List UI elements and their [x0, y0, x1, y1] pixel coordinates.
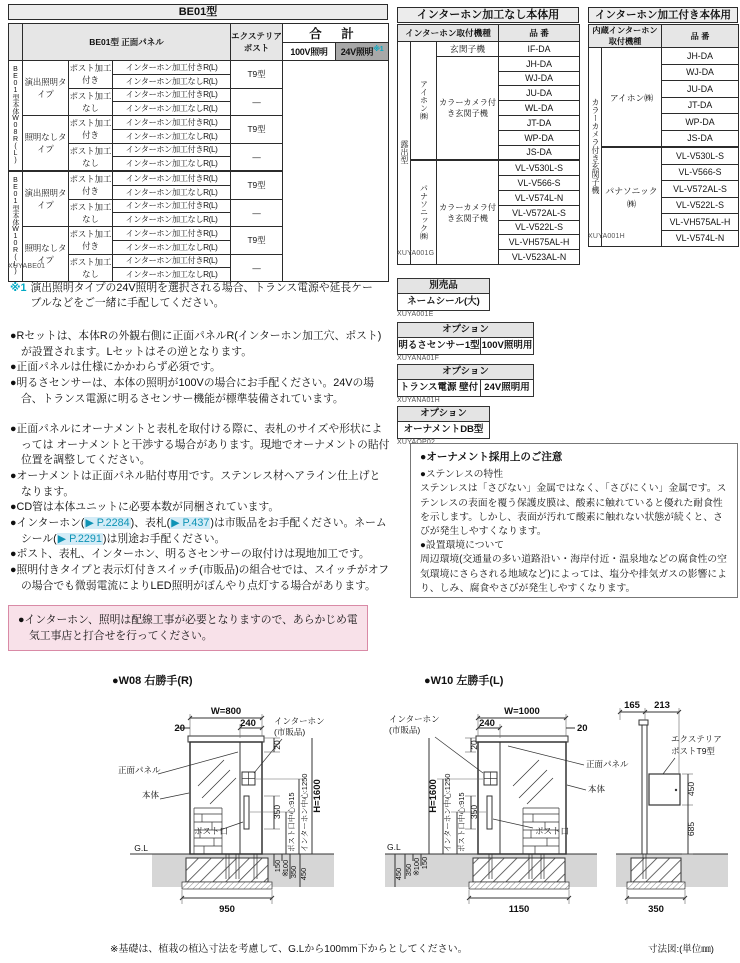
device-cell: 玄関子機 — [437, 42, 499, 57]
foundation-hatch — [186, 858, 268, 882]
dim-w1000: W=1000 — [504, 706, 540, 717]
intercom-cell: インターホン加工なしR(L) — [113, 157, 231, 171]
pn-cell: VL-V523AL-N — [499, 250, 580, 265]
intercom-cell: インターホン加工なしR(L) — [113, 102, 231, 116]
dim-100: 100 — [281, 859, 290, 873]
maker-aiphone: アイホン㈱ — [602, 48, 662, 148]
leader-body — [160, 793, 189, 799]
dim-450: 450 — [299, 867, 308, 881]
caution-title: ●オーナメント採用上のご注意 — [420, 451, 563, 463]
option-item: オーナメントDB型 — [403, 424, 484, 435]
option-item: ネームシール(大) — [407, 296, 480, 307]
type-cell: 照明なしタイプ — [23, 116, 69, 172]
ornament-caution-box — [410, 443, 738, 598]
pn-cell: WP-DA — [662, 114, 739, 131]
caution-subtitle: ●設置環境について — [420, 540, 505, 552]
side-cap — [639, 720, 648, 725]
label-intercom-market: (市販品) — [389, 725, 421, 735]
unit-cap — [476, 736, 568, 742]
pn-cell: JT-DA — [662, 97, 739, 114]
dim-line-bottom — [467, 896, 571, 900]
pn-cell: WJ-DA — [662, 64, 739, 81]
ext-post-cell: — — [231, 88, 283, 116]
col-header-total: 合 計 — [283, 24, 389, 43]
pn-cell: VL-V572AL-S — [499, 205, 580, 220]
dim-450: 450 — [394, 867, 403, 881]
option-item: トランス電源 壁付 — [399, 382, 479, 393]
note-item: ●正面パネルは仕様にかかわらず必須です。 — [10, 361, 221, 374]
pn-cell: JH-DA — [662, 48, 739, 65]
pn-cell: WJ-DA — [499, 71, 580, 86]
dim-100-mark: ※ — [412, 869, 421, 876]
type-cell: 演出照明タイプ — [23, 171, 69, 227]
label-exterior-post-2: ポストT9型 — [671, 746, 715, 756]
pn-cell: VL-V522L-S — [662, 197, 739, 214]
dim-offset-20: 20 — [577, 723, 588, 734]
pn-cell: JU-DA — [662, 81, 739, 98]
col-header-model: インターホン取付機種 — [398, 25, 499, 42]
note-item: ●Rセットは、本体Rの外観右側に正面パネルR(インターホン加工穴、ポスト)が設置されます。Lセットはその逆となります。 — [10, 330, 382, 358]
drawing-w10-title: ●W10 左勝手(L) — [424, 675, 504, 687]
maker-panasonic: パナソニック㈱ — [602, 147, 662, 247]
dim-offset-20: 20 — [174, 723, 185, 734]
ext-post-cell: — — [231, 199, 283, 227]
label-front-panel: 正面パネル — [586, 759, 629, 769]
leader-body — [567, 785, 586, 790]
dim-20v: 20 — [272, 740, 282, 750]
dim-150: 150 — [420, 856, 429, 870]
intercom-cell: インターホン加工なしR(L) — [113, 240, 231, 254]
option-title: オプション — [398, 365, 533, 380]
side-post-latch — [675, 789, 677, 791]
device-cell: カラーカメラ付き玄関子機 — [437, 56, 499, 160]
dim-intercom-center-1250: インターホン中心:1250 — [443, 773, 452, 852]
intercom-cell: インターホン加工なしR(L) — [113, 185, 231, 199]
option-use: 100V照明用 — [480, 338, 533, 354]
body-label-w08: BE01型本体W08R(L) — [9, 61, 23, 172]
ext-post-cell: T9型 — [231, 227, 283, 255]
note-text: )、表札( — [130, 517, 171, 530]
pn-cell: VL-VH575AL-H — [662, 214, 739, 231]
ext-post-cell: T9型 — [231, 171, 283, 199]
option-title: オプション — [398, 323, 533, 338]
maker-aiphone: アイホン㈱ — [411, 42, 437, 161]
intercom-with-cutout-table — [588, 24, 738, 247]
pn-cell: VL-VH575AL-H — [499, 235, 580, 250]
col-header-model: 内蔵インターホン取付機種 — [589, 25, 662, 48]
note-item: ●照明付きタイプと表示灯付きスイッチ(市販品)の組合せでは、スイッチがオフの場合でも微弱電流によりLED照明がぼんやり点灯する場合があります。 — [10, 563, 390, 592]
pn-cell: VL-V530L-S — [499, 160, 580, 175]
pn-cell: JT-DA — [499, 115, 580, 130]
post-cell: ポスト加工付き — [69, 171, 113, 199]
intercom-cell: インターホン加工付きR(L) — [113, 227, 231, 241]
pn-cell: VL-V530L-S — [662, 147, 739, 164]
label-24v: 24V照明 — [340, 47, 374, 57]
unit-cap — [188, 736, 264, 742]
dim-intercom-center-1250: インターホン中心:1250 — [300, 773, 309, 852]
foundation-note: ※基礎は、植栽の植込寸法を考慮して、G.Lから100mm下からとしてください。 — [110, 944, 468, 955]
dim-213: 213 — [654, 700, 670, 711]
dim-ext-lines-bottom — [182, 890, 272, 904]
post-slot — [244, 796, 249, 829]
option-box-transformer — [397, 364, 534, 397]
caution-paragraph: 周辺環境(交通量の多い道路沿い・海岸付近・温泉地などの腐食性の空気環境にさらされる地域など)によっては、塩分や排気ガスの影響により、しみ、腐食やさびが発生しやすくなります。 — [420, 554, 727, 594]
label-body: 本体 — [588, 784, 606, 794]
note-item: ●CD管は本体ユニットに必要本数が同梱されています。 — [10, 501, 280, 514]
dim-450-side: 450 — [686, 781, 696, 797]
total-empty-area — [283, 61, 389, 282]
dim-350v: 350 — [272, 804, 282, 820]
post-cell: ポスト加工なし — [69, 254, 113, 282]
col-header-100v: 100V照明 — [283, 43, 336, 61]
label-body: 本体 — [142, 790, 160, 800]
intercom-cell: インターホン加工なしR(L) — [113, 129, 231, 143]
dim-350v: 350 — [469, 804, 479, 820]
leader-exterior-post — [663, 758, 675, 774]
post-cell: ポスト加工付き — [69, 61, 113, 89]
post-cell: ポスト加工付き — [69, 227, 113, 255]
ext-post-cell: — — [231, 143, 283, 171]
notes-list — [10, 329, 390, 594]
option-title: 別売品 — [398, 279, 489, 294]
unit-body — [190, 742, 262, 854]
caution-paragraph: ステンレスは「さびない」金属ではなく、「さびにくい」金属です。ステンレスの表面を覆う保護皮膜は、酸素に触れていると優れた耐食性を示します。しかし、表面が汚れて酸素に触れない状態が続くと、さびが発生しやすくなります。 — [420, 483, 727, 538]
pn-cell: VL-V566-S — [499, 176, 580, 191]
option-use: 24V照明用 — [480, 380, 533, 396]
page-ref: ▶ P.2291 — [57, 532, 102, 545]
mount-type-cell: 露出型 — [398, 42, 411, 265]
dim-100-mark: ※ — [281, 870, 290, 877]
dim-350-ground: 350 — [289, 865, 298, 879]
notes-gap — [10, 407, 390, 422]
label-intercom: インターホン — [389, 714, 440, 724]
col-header-panel: BE01型 正面パネル — [23, 24, 231, 61]
footnote-mark-24v: ※1 — [373, 46, 384, 53]
intercom-cell: インターホン加工なしR(L) — [113, 74, 231, 88]
side-pole — [642, 725, 647, 854]
page-ref: ▶ P.2284 — [85, 517, 130, 530]
option-code: XUYANA01F — [397, 355, 440, 362]
label-gl: G.L — [387, 842, 401, 852]
pn-cell: JS-DA — [499, 145, 580, 160]
gravel-hatch — [182, 882, 272, 889]
option-item: 明るさセンサー1型 — [398, 340, 480, 351]
intercom-cell: インターホン加工なしR(L) — [113, 213, 231, 227]
label-exterior-post-1: エクステリア — [671, 734, 722, 744]
drawing-w10 — [383, 686, 738, 948]
table-code: XUYABE01 — [8, 263, 46, 270]
dim-ext-lines-bottom — [469, 890, 569, 904]
dim-w800: W=800 — [210, 706, 242, 717]
table-code: XUYA001H — [588, 233, 625, 240]
wiring-warning-text: ●インターホン、照明は配線工事が必要となりますので、あらかじめ電気工事店と打合せを行ってください。 — [18, 614, 358, 643]
ext-post-cell: T9型 — [231, 61, 283, 89]
dim-panel-240: 240 — [479, 718, 495, 729]
intercom-cell: インターホン加工付きR(L) — [113, 61, 231, 75]
wiring-warning-box — [8, 605, 368, 651]
drawing-w08 — [90, 686, 350, 948]
intercom-no-cutout-table — [397, 24, 579, 265]
label-post-slot: ポスト口 — [535, 826, 570, 836]
label-front-panel: 正面パネル — [118, 765, 161, 775]
note-text: )は市販品をお手配ください。ネームシール( — [21, 517, 387, 545]
body-label-w10: BE01型本体W10R(L) — [9, 171, 23, 282]
note-item: ●明るさセンサーは、本体の照明が100Vの場合にお手配ください。24Vの場合、トランス電源に明るさセンサー機能が標準装備されています。 — [10, 376, 375, 405]
intercom-cell: インターホン加工付きR(L) — [113, 254, 231, 268]
intercom-cell: インターホン加工付きR(L) — [113, 199, 231, 213]
footnote-mark: ※1 — [10, 282, 27, 294]
pn-cell: VL-V522L-S — [499, 220, 580, 235]
option-code: XUYAOP02 — [397, 439, 436, 446]
note-item: ●オーナメントは正面パネル貼付専用です。ステンレス材ヘアライン仕上げとなります。 — [10, 470, 381, 498]
note-text: )は別途お手配ください。 — [102, 532, 226, 545]
dim-base-1150: 1150 — [508, 904, 530, 915]
t2-title-bar: インターホン加工付き本体用 — [588, 7, 738, 23]
corner-cell — [9, 24, 23, 61]
dim-150: 150 — [273, 859, 282, 873]
option-box-sensor — [397, 322, 534, 355]
type-cell: 演出照明タイプ — [23, 61, 69, 116]
label-gl: G.L — [134, 843, 148, 853]
col-header-pn: 品 番 — [499, 25, 580, 42]
intercom-cell: インターホン加工付きR(L) — [113, 143, 231, 157]
dim-base-950: 950 — [219, 904, 235, 915]
label-intercom-market: (市販品) — [274, 727, 306, 737]
pn-cell: WP-DA — [499, 130, 580, 145]
unit-note: 寸法図:(単位㎜) — [648, 944, 714, 955]
post-cell: ポスト加工なし — [69, 143, 113, 171]
note-item: ●正面パネルにオーナメントと表札を取付ける際に、表札のサイズや形状によっては オーナメントと干渉する場合があります。現地でオーナメントの貼付位置を調整してください。 — [10, 423, 390, 467]
col-header-pn: 品 番 — [662, 25, 739, 48]
post-cell: ポスト加工なし — [69, 199, 113, 227]
dim-post-center-915: ポスト口中心:915 — [287, 792, 296, 852]
device-cell: カラーカメラ付き玄関子機 — [437, 160, 499, 264]
note-text: ●インターホン( — [10, 517, 85, 530]
option-title: オプション — [398, 407, 489, 422]
foundation-hatch — [473, 858, 565, 882]
col-header-exterior-post: エクステリアポスト — [231, 24, 283, 61]
t1-title-bar: インターホン加工なし本体用 — [397, 7, 579, 23]
dim-h1600: H=1600 — [312, 779, 323, 813]
pn-cell: JH-DA — [499, 56, 580, 71]
main-selection-table — [8, 23, 388, 282]
camera-unit-cell: カラーカメラ付き玄関子機 — [589, 48, 602, 247]
pn-cell: VL-V566-S — [662, 164, 739, 181]
footnote-1 — [10, 281, 388, 312]
dim-base-350: 350 — [648, 904, 664, 915]
pn-cell: WL-DA — [499, 101, 580, 116]
label-intercom: インターホン — [274, 716, 325, 726]
drawing-w08-title: ●W08 右勝手(R) — [112, 675, 193, 687]
pn-cell: JS-DA — [662, 130, 739, 147]
dim-panel-240: 240 — [240, 718, 256, 729]
note-item: ●ポスト、表札、インターホン、明るさセンサーの取付けは現地加工です。 — [10, 548, 370, 561]
option-code: XUYANA01H — [397, 397, 440, 404]
maker-panasonic: パナソニック㈱ — [411, 160, 437, 264]
dim-line-bottom — [180, 896, 274, 900]
post-slot — [487, 796, 492, 829]
col-header-24v — [336, 43, 389, 61]
side-gravel-hatch — [627, 882, 685, 889]
intercom-cell: インターホン加工付きR(L) — [113, 171, 231, 185]
dim-165: 165 — [624, 700, 640, 711]
note-item-with-refs — [10, 516, 390, 547]
be01-title-bar: BE01型 — [8, 4, 388, 20]
option-box-nameseal — [397, 278, 490, 311]
dim-post-center-915: ポスト口中心:915 — [457, 792, 466, 852]
intercom-cell: インターホン加工なしR(L) — [113, 268, 231, 282]
pn-cell: IF-DA — [499, 42, 580, 57]
dim-20v: 20 — [469, 740, 479, 750]
type-cell: 照明なしタイプ — [23, 227, 69, 282]
gravel-hatch — [469, 882, 569, 889]
dim-h1600: H=1600 — [428, 779, 439, 813]
post-cell: ポスト加工付き — [69, 116, 113, 144]
pn-cell: VL-V572AL-S — [662, 181, 739, 198]
dim-100: 100 — [412, 857, 421, 871]
table-code: XUYA001G — [397, 250, 435, 257]
intercom-cell: インターホン加工付きR(L) — [113, 88, 231, 102]
side-dim-line-bottom — [625, 896, 687, 900]
page-ref: ▶ P.437 — [171, 517, 210, 530]
side-dim-ext-bottom — [627, 890, 685, 904]
dim-350-ground: 350 — [404, 863, 413, 877]
pn-cell: VL-V574L-N — [662, 230, 739, 247]
side-foundation-hatch — [631, 858, 681, 882]
intercom-cell: インターホン加工付きR(L) — [113, 116, 231, 130]
ext-post-cell: T9型 — [231, 116, 283, 144]
dim-685: 685 — [686, 821, 696, 837]
caution-subtitle: ●ステンレスの特性 — [420, 469, 504, 481]
pn-cell: JU-DA — [499, 86, 580, 101]
post-cell: ポスト加工なし — [69, 88, 113, 116]
option-box-ornament — [397, 406, 490, 439]
ext-post-cell: — — [231, 254, 283, 282]
footnote-text: 演出照明タイプの24V照明を選択される場合、トランス電源や延長ケーブルなどをご一緒に手配してください。 — [30, 282, 373, 310]
option-code: XUYA001E — [397, 311, 434, 318]
pn-cell: VL-V574L-N — [499, 190, 580, 205]
label-post-slot: ポスト口 — [194, 826, 229, 836]
